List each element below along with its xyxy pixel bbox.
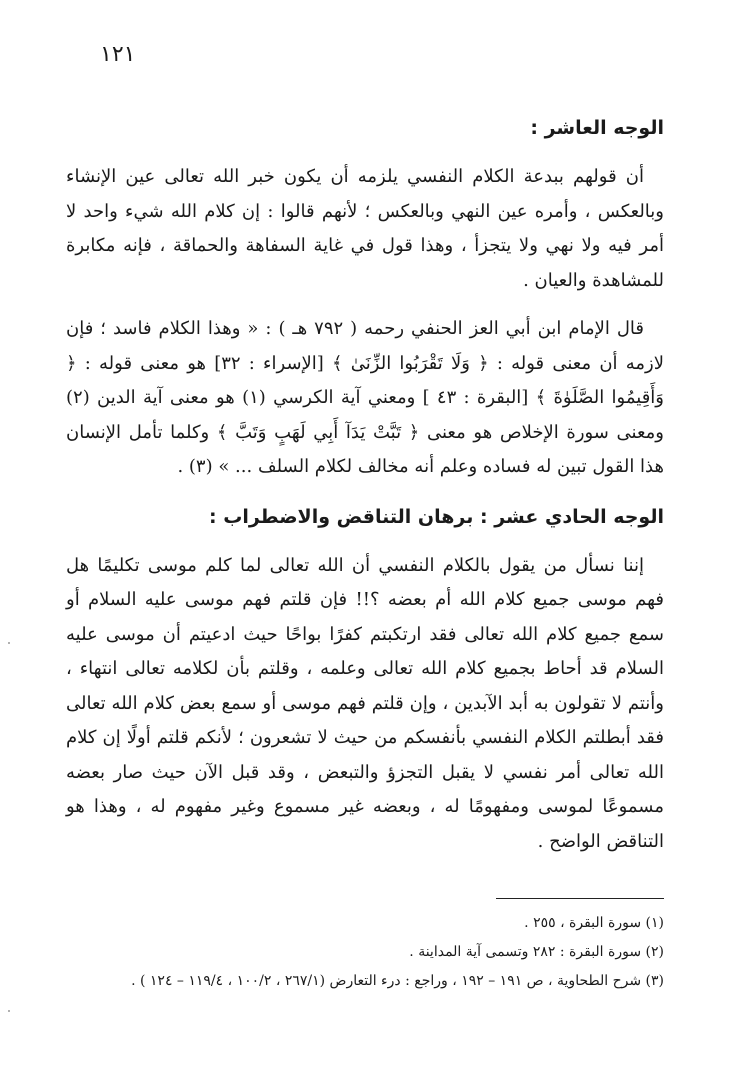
footnote-2: (٢) سورة البقرة : ٢٨٢ وتسمى آية المداينة . (409, 944, 664, 960)
paragraph: قال الإمام ابن أبي العز الحنفي رحمه ( ٧٩٢ هـ ) : « وهذا الكلام فاسد ؛ فإن لازمه أن معنى قوله : ﴿ وَلَا تَقْرَبُوا الزِّنَىٰ ﴾ [الإسراء : ٣٢] هو معنى قوله : ﴿ وَأَقِيمُوا الصَّلَوٰةَ ﴾ [البقرة : ٤٣ ] ومعني آية الكرسي (١) هو معنى آية الدين (٢) ومعنى سورة الإخلاص هو معنى ﴿ تَبَّتْ يَدَآ أَبِي لَهَبٍ وَتَبَّ ﴾ وكلما تأمل الإنسان هذا القول تبين له فساده وعلم أنه مخالف لكلام السلف ... » (٣) . (66, 318, 665, 477)
paragraph: إننا نسأل من يقول بالكلام النفسي أن الله تعالى لما كلم موسى تكليمًا هل فهم موسى جميع كلام الله أم بعضه ؟!! فإن قلتم فهم موسى عليه السلام أو سمع جميع كلام الله تعالى فقد ارتكبتم كفرًا بواحًا حيث ادعيتم أن موسى عليه السلام قد أحاط بجميع كلام الله تعالى وعلمه ، وقلتم بأن لكلامه تعالى انتهاء ، وأنتم لا تقولون به أبد الآبدين ، وإن قلتم فهم موسى أو سمع بعض كلام الله تعالى فقد أبطلتم الكلام النفسي بأنفسكم من حيث لا تشعرون ؛ لأنكم قلتم أولًا إن كلام الله تعالى أمر نفسي لا يقبل التجزؤ والتبعض ، وقد قبل الآن حيث صار بعضه مسموعًا لموسى ومفهومًا له ، وبعضه غير مسموع وغير مفهوم له ، وهذا هو التناقض الواضح . (66, 554, 664, 852)
paragraph: أن قولهم ببدعة الكلام النفسي يلزمه أن يكون خبر الله تعالى عين الإنشاء وبالعكس ، وأمره عين النهي وبالعكس ؛ لأنهم قالوا : إن كلام الله شيء واحد لا أمر فيه ولا نهي ولا يتجزأ ، وهذا قول في غاية السفاهة والحماقة ، فإنه مكابرة للمشاهدة والعيان . (66, 166, 664, 291)
page-number: ١٢١ (100, 42, 136, 67)
page-body (66, 110, 664, 859)
scan-speck (8, 1010, 10, 1012)
footnote-divider (496, 898, 664, 899)
footnote-3: (٣) شرح الطحاوية ، ص ١٩١ – ١٩٢ ، وراجع : درء التعارض (٢٦٧/١ ، ١٠٠/٢ ، ١١٩/٤ – ١٢٤ ) . (131, 973, 664, 989)
footnotes (66, 898, 664, 996)
section-heading-10: الوجه العاشر : (530, 117, 664, 139)
section-heading-11: الوجه الحادي عشر : برهان التناقض والاضطراب : (209, 505, 664, 528)
scan-speck (8, 642, 10, 644)
footnote-1: (١) سورة البقرة ، ٢٥٥ . (524, 915, 664, 931)
